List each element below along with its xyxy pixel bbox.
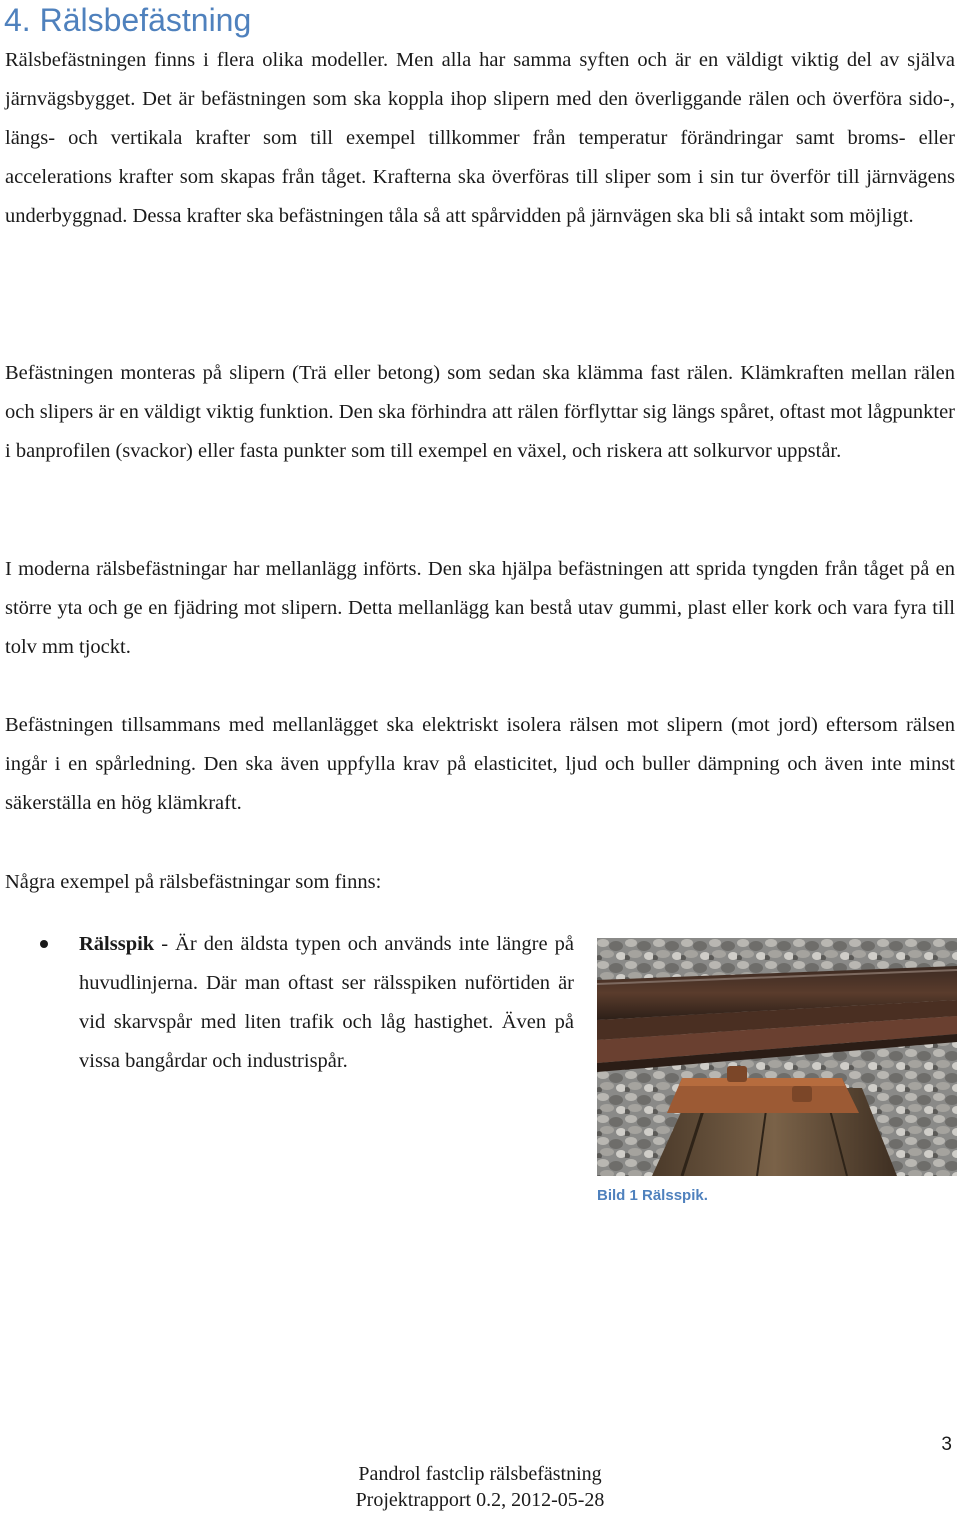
bullet-description: - Är den äldsta typen och används inte längre på huvudlinjerna. Där man oftast ser rälsspiken nuförtiden är vid skarvspår med liten trafik och låg hastighet. Även på vissa bangårdar och industrispår.: [79, 933, 574, 1072]
footer-report-info: Projektrapport 0.2, 2012-05-28: [355, 1489, 605, 1511]
bullet-item-railspike: [79, 925, 574, 1081]
footer-title: Pandrol fastclip rälsbefästning: [358, 1463, 602, 1485]
paragraph-examples-intro: Några exempel på rälsbefästningar som finns:: [5, 871, 382, 893]
page-number: 3: [941, 1434, 952, 1455]
paragraph-pads: I moderna rälsbefästningar har mellanlägg införts. Den ska hjälpa befästningen att sprida tyngden från tåget på en större yta och ge en fjädring mot slipern. Detta mellanlägg kan bestå utav gummi, plast eller kork och vara fyra till tolv mm tjockt.: [5, 558, 955, 658]
section-heading: 4. Rälsbefästning: [4, 2, 252, 38]
paragraph-intro: Rälsbefästningen finns i flera olika modeller. Men alla har samma syften och är en väldigt viktig del av själva järnvägsbygget. Det är befästningen som ska koppla ihop slipern med den överliggande rälen och överföra sido-, längs- och vertikala krafter som till exempel tillkommer från temperatur förändringar samt broms- eller accelerations krafter som skapas från tåget. Krafterna ska överföras till sliper som i sin tur överför till järnvägens underbyggnad. Dessa krafter ska befästningen tåla så att spårvidden på järnvägen ska bli så intakt som möjligt.: [5, 49, 955, 227]
figure-caption: Bild 1 Rälsspik.: [597, 1187, 708, 1204]
paragraph-mounting: Befästningen monteras på slipern (Trä eller betong) som sedan ska klämma fast rälen. Klämkraften mellan rälen och slipers är en väldigt viktig funktion. Den ska förhindra att rälen förflyttar sig längs spåret, oftast mot lågpunkter i banprofilen (svackor) eller fasta punkter som till exempel en växel, och riskera att solkurvor uppstår.: [5, 362, 955, 462]
bullet-term: Rälsspik: [79, 933, 155, 955]
paragraph-insulation: Befästningen tillsammans med mellanlägget ska elektriskt isolera rälsen mot slipern (mot jord) eftersom rälsen ingår i en spårledning. Den ska även uppfylla krav på elasticitet, ljud och buller dämpning och även inte minst säkerställa en hög klämkraft.: [5, 714, 955, 814]
rail-spike-photo: [597, 938, 957, 1176]
bullet-marker: [40, 940, 48, 948]
